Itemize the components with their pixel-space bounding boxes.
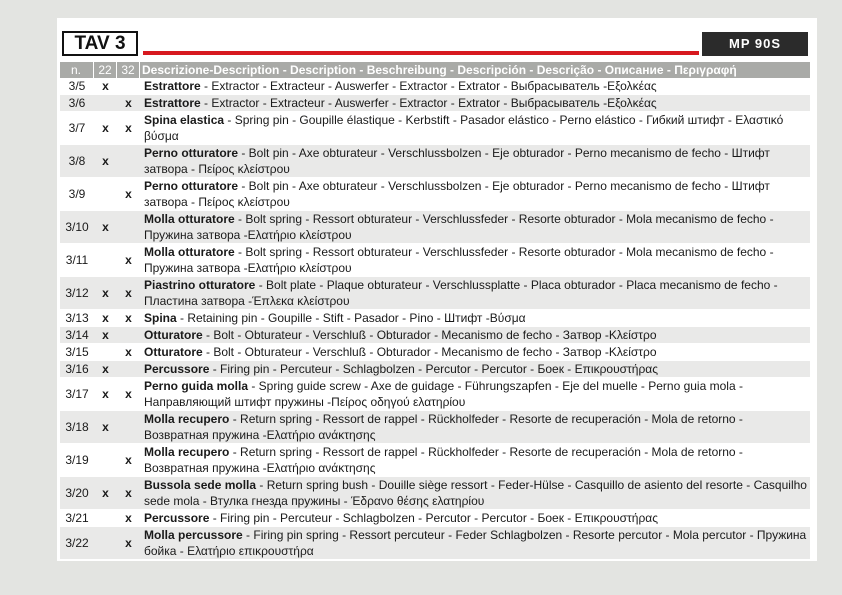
header-divider xyxy=(139,62,140,78)
part-name-italian: Percussore xyxy=(144,511,210,525)
model-32-mark: x xyxy=(117,95,140,112)
model-32-mark: x xyxy=(117,310,140,327)
part-name-italian: Perno guida molla xyxy=(144,379,249,393)
parts-table-body xyxy=(60,78,810,560)
table-row xyxy=(60,527,810,560)
part-number: 3/11 xyxy=(60,244,94,277)
part-name-italian: Molla otturatore xyxy=(144,245,235,259)
part-description xyxy=(140,344,810,361)
part-translations: - Return spring - Ressort de rappel - Rückholfeder - Resorte de recuperación - Mola de retorno - Возвратная пружина -Ελατήριο ανάκτησης xyxy=(144,445,743,475)
part-translations: - Bolt spring - Ressort obturateur - Verschlussfeder - Resorte obturador - Mola mecanismo de fecho - Пружина затвора -Ελατήριο κλείστρου xyxy=(144,212,774,242)
part-description xyxy=(140,361,810,378)
table-row xyxy=(60,112,810,145)
part-translations: - Bolt - Obturateur - Verschluß - Obturador - Mecanismo de fecho - Затвор -Κλείστρο xyxy=(202,345,657,359)
part-description xyxy=(140,477,810,510)
model-22-mark xyxy=(94,510,117,527)
model-22-mark: x xyxy=(94,78,117,95)
part-name-italian: Estrattore xyxy=(144,96,201,110)
part-description xyxy=(140,444,810,477)
part-name-italian: Perno otturatore xyxy=(144,146,239,160)
table-row xyxy=(60,510,810,527)
part-translations: - Extractor - Extracteur - Auswerfer - Extractor - Extrator - Выбрасыватель -Εξολκέας xyxy=(200,79,657,93)
part-number: 3/20 xyxy=(60,477,94,510)
part-translations: - Firing pin spring - Ressort percuteur - Feder Schlagbolzen - Resorte percutor - Mola percutor - Пружина бойка - Ελατήριο επικρουστήρα xyxy=(144,528,807,558)
model-22-mark: x xyxy=(94,112,117,145)
part-description xyxy=(140,327,810,344)
model-32-mark: x xyxy=(117,444,140,477)
part-name-italian: Molla otturatore xyxy=(144,212,235,226)
table-row xyxy=(60,78,810,95)
model-32-mark xyxy=(117,78,140,95)
part-description xyxy=(140,112,810,145)
title-rule xyxy=(143,51,699,55)
table-row xyxy=(60,145,810,178)
model-22-mark: x xyxy=(94,361,117,378)
part-number: 3/8 xyxy=(60,145,94,178)
table-row xyxy=(60,477,810,510)
part-translations: - Retaining pin - Goupille - Stift - Pasador - Pino - Штифт -Βύσμα xyxy=(176,311,526,325)
part-name-italian: Piastrino otturatore xyxy=(144,278,256,292)
model-32-mark: x xyxy=(117,527,140,560)
part-description xyxy=(140,178,810,211)
model-32-mark: x xyxy=(117,244,140,277)
part-description xyxy=(140,310,810,327)
part-description xyxy=(140,510,810,527)
header-col-number: n. xyxy=(70,63,81,77)
model-32-mark: x xyxy=(117,277,140,310)
part-name-italian: Bussola sede molla xyxy=(144,478,257,492)
model-22-mark: x xyxy=(94,211,117,244)
table-row xyxy=(60,361,810,378)
model-32-mark xyxy=(117,411,140,444)
header-divider xyxy=(93,62,94,78)
table-number-label: TAV 3 xyxy=(62,31,138,56)
model-32-mark: x xyxy=(117,112,140,145)
part-name-italian: Molla recupero xyxy=(144,445,230,459)
model-32-mark xyxy=(117,211,140,244)
table-row xyxy=(60,378,810,411)
model-22-mark xyxy=(94,95,117,112)
part-translations: - Spring guide screw - Axe de guidage - Führungszapfen - Eje del muelle - Perno guia mola - Направляющий штифт пружины -Πείρος οδηγού ελατηρίου xyxy=(144,379,743,409)
part-description xyxy=(140,95,810,112)
part-number: 3/7 xyxy=(60,112,94,145)
part-name-italian: Spina xyxy=(144,311,177,325)
model-22-mark xyxy=(94,444,117,477)
header-col-22: 22 xyxy=(98,63,112,77)
model-32-mark xyxy=(117,361,140,378)
part-description xyxy=(140,378,810,411)
model-22-mark: x xyxy=(94,477,117,510)
table-row xyxy=(60,178,810,211)
part-number: 3/22 xyxy=(60,527,94,560)
part-translations: - Firing pin - Percuteur - Schlagbolzen - Percutor - Percutor - Боек - Επικρουστήρας xyxy=(209,362,659,376)
part-number: 3/6 xyxy=(60,95,94,112)
part-translations: - Bolt plate - Plaque obturateur - Verschlussplatte - Placa obturador - Placa mecanismo de fecho - Пластина затвора -Έπλεκα κλείστρου xyxy=(144,278,778,308)
model-32-mark: x xyxy=(117,510,140,527)
model-22-mark: x xyxy=(94,310,117,327)
part-description xyxy=(140,78,810,95)
model-32-mark: x xyxy=(117,477,140,510)
part-translations: - Spring pin - Goupille élastique - Kerbstift - Pasador elástico - Perno elástico - Гибкий штифт - Ελαστικό βύσμα xyxy=(144,113,784,143)
model-22-mark: x xyxy=(94,327,117,344)
part-description xyxy=(140,244,810,277)
part-description xyxy=(140,411,810,444)
model-badge: MP 90S xyxy=(702,32,808,56)
part-translations: - Bolt pin - Axe obturateur - Verschlussbolzen - Eje obturador - Perno mecanismo de fecho - Штифт затвора - Πείρος κλείστρου xyxy=(144,179,770,209)
part-number: 3/17 xyxy=(60,378,94,411)
part-translations: - Bolt spring - Ressort obturateur - Verschlussfeder - Resorte obturador - Mola mecanismo de fecho - Пружина затвора -Ελατήριο κλείστρου xyxy=(144,245,774,275)
part-translations: - Return spring bush - Douille siège ressort - Feder-Hülse - Casquillo de asiento del resorte - Casquilho sede mola - Втулка гнезда пружины - Έδρανο θέσης ελατηρίου xyxy=(144,478,807,508)
table-row xyxy=(60,310,810,327)
model-22-mark: x xyxy=(94,145,117,178)
model-22-mark: x xyxy=(94,378,117,411)
table-row xyxy=(60,327,810,344)
part-number: 3/9 xyxy=(60,178,94,211)
part-translations: - Bolt - Obturateur - Verschluß - Obturador - Mecanismo de fecho - Затвор -Κλείστρο xyxy=(202,328,657,342)
part-number: 3/12 xyxy=(60,277,94,310)
part-number: 3/21 xyxy=(60,510,94,527)
table-row xyxy=(60,211,810,244)
part-translations: - Firing pin - Percuteur - Schlagbolzen - Percutor - Percutor - Боек - Επικρουστήρας xyxy=(209,511,659,525)
part-number: 3/5 xyxy=(60,78,94,95)
header-divider xyxy=(116,62,117,78)
part-name-italian: Molla recupero xyxy=(144,412,230,426)
model-32-mark: x xyxy=(117,344,140,361)
part-translations: - Extractor - Extracteur - Auswerfer - Extractor - Extrator - Выбрасыватель -Εξολκέας xyxy=(200,96,657,110)
part-number: 3/15 xyxy=(60,344,94,361)
model-22-mark xyxy=(94,527,117,560)
part-translations: - Bolt pin - Axe obturateur - Verschlussbolzen - Eje obturador - Perno mecanismo de fecho - Штифт затвора - Πείρος κλείστρου xyxy=(144,146,770,176)
model-32-mark xyxy=(117,327,140,344)
model-32-mark xyxy=(117,145,140,178)
model-22-mark: x xyxy=(94,411,117,444)
part-number: 3/18 xyxy=(60,411,94,444)
part-number: 3/10 xyxy=(60,211,94,244)
parts-table xyxy=(60,78,810,560)
table-row xyxy=(60,411,810,444)
part-number: 3/16 xyxy=(60,361,94,378)
part-description xyxy=(140,527,810,560)
part-translations: - Return spring - Ressort de rappel - Rückholfeder - Resorte de recuperación - Mola de retorno - Возвратная пружина -Ελατήριο ανάκτησης xyxy=(144,412,743,442)
model-32-mark: x xyxy=(117,178,140,211)
model-22-mark xyxy=(94,178,117,211)
table-row xyxy=(60,95,810,112)
model-22-mark: x xyxy=(94,277,117,310)
part-name-italian: Perno otturatore xyxy=(144,179,239,193)
table-row xyxy=(60,277,810,310)
part-name-italian: Otturatore xyxy=(144,328,203,342)
table-row xyxy=(60,244,810,277)
part-number: 3/14 xyxy=(60,327,94,344)
model-32-mark: x xyxy=(117,378,140,411)
part-name-italian: Spina elastica xyxy=(144,113,225,127)
part-name-italian: Otturatore xyxy=(144,345,203,359)
table-header xyxy=(60,62,810,78)
header-col-description: Descrizione-Description - Description - Beschreibung - Descripción - Descrição - Описание - Περιγραφή xyxy=(142,63,737,77)
part-number: 3/13 xyxy=(60,310,94,327)
part-description xyxy=(140,277,810,310)
part-number: 3/19 xyxy=(60,444,94,477)
part-name-italian: Molla percussore xyxy=(144,528,243,542)
model-22-mark xyxy=(94,344,117,361)
table-row xyxy=(60,444,810,477)
part-description xyxy=(140,211,810,244)
part-description xyxy=(140,145,810,178)
header-col-32: 32 xyxy=(121,63,135,77)
table-row xyxy=(60,344,810,361)
part-name-italian: Estrattore xyxy=(144,79,201,93)
model-22-mark xyxy=(94,244,117,277)
part-name-italian: Percussore xyxy=(144,362,210,376)
